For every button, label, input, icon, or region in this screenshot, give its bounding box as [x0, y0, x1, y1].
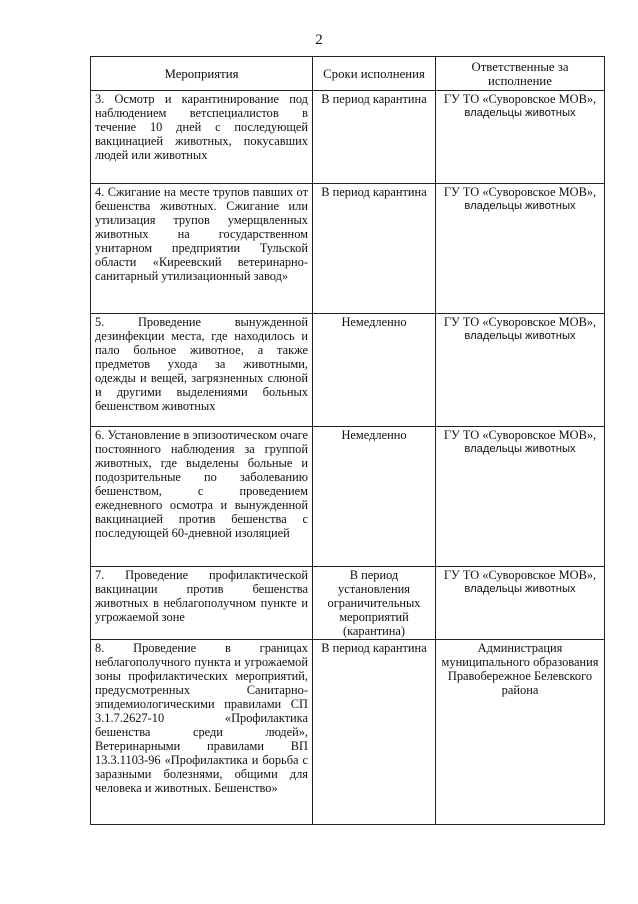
responsible-cell — [436, 427, 605, 567]
table-row — [91, 91, 605, 184]
term-cell: В период карантина — [313, 91, 436, 184]
table-row — [91, 567, 605, 640]
responsible-owners: владельцы животных — [464, 107, 576, 119]
term-cell: В период установления ограничительных мероприятий (карантина) — [313, 567, 436, 640]
responsible-cell — [436, 640, 605, 825]
page-number: 2 — [315, 32, 323, 48]
responsible-owners: владельцы животных — [464, 330, 576, 342]
table-row — [91, 314, 605, 427]
responsible-org: ГУ ТО «Суворовское МОВ», — [443, 428, 597, 442]
responsible-org: Администрация муниципального образования Правобережное Белевского района — [441, 641, 599, 697]
table-row — [91, 184, 605, 314]
responsible-cell — [436, 314, 605, 427]
responsible-cell — [436, 567, 605, 640]
header-terms: Сроки исполнения — [313, 57, 436, 91]
table-row — [91, 640, 605, 825]
header-responsible: Ответственные за исполнение — [436, 57, 605, 91]
responsible-org: ГУ ТО «Суворовское МОВ», — [443, 92, 597, 106]
table-header-row — [91, 57, 605, 91]
term-cell: В период карантина — [313, 640, 436, 825]
measure-cell: 7. Проведение профилактической вакцинации против бешенства животных в неблагополучном пункте и угрожаемой зоне — [91, 567, 313, 640]
responsible-org: ГУ ТО «Суворовское МОВ», — [443, 315, 597, 329]
measure-cell: 5. Проведение вынужденной дезинфекции места, где находилось и пало больное животное, а также предметов ухода за животными, одежды и вещей, загрязненных слюной и другими выделениями больных бешенством животных — [91, 314, 313, 427]
measure-cell: 6. Установление в эпизоотическом очаге постоянного наблюдения за группой животных, где выделены больные и подозрительные по заболеванию бешенством, с проведением ежедневного осмотра и вынужденной вакцинацией против бешенства с последующей 60-дневной изоляцией — [91, 427, 313, 567]
table-row — [91, 427, 605, 567]
responsible-owners: владельцы животных — [464, 443, 576, 455]
measure-cell: 3. Осмотр и карантинирование под наблюдением ветспециалистов в течение 10 дней с последующей вакцинацией животных, покусавших людей или животных — [91, 91, 313, 184]
term-cell: Немедленно — [313, 314, 436, 427]
responsible-org: ГУ ТО «Суворовское МОВ», — [443, 185, 597, 199]
responsible-org: ГУ ТО «Суворовское МОВ», — [443, 568, 597, 582]
header-measures: Мероприятия — [91, 57, 313, 91]
responsible-owners: владельцы животных — [464, 583, 576, 595]
term-cell: В период карантина — [313, 184, 436, 314]
measure-cell: 8. Проведение в границах неблагополучного пункта и угрожаемой зоны профилактических мероприятий, предусмотренных Санитарно-эпидемиологическими правилами СП 3.1.7.2627-10 «Профилактика бешенства среди людей», Ветеринарными правилами ВП 13.3.1103-96 «Профилактика и борьба с заразными болезнями, общими для человека и животных. Бешенство» — [91, 640, 313, 825]
responsible-cell — [436, 91, 605, 184]
responsible-cell — [436, 184, 605, 314]
responsible-owners: владельцы животных — [464, 200, 576, 212]
term-cell: Немедленно — [313, 427, 436, 567]
measure-cell: 4. Сжигание на месте трупов павших от бешенства животных. Сжигание или утилизация трупов умерщвленных животных на государственном унитарном предприятии Тульской области «Киреевский ветеринарно-санитарный утилизационный завод» — [91, 184, 313, 314]
measures-table — [90, 56, 605, 825]
